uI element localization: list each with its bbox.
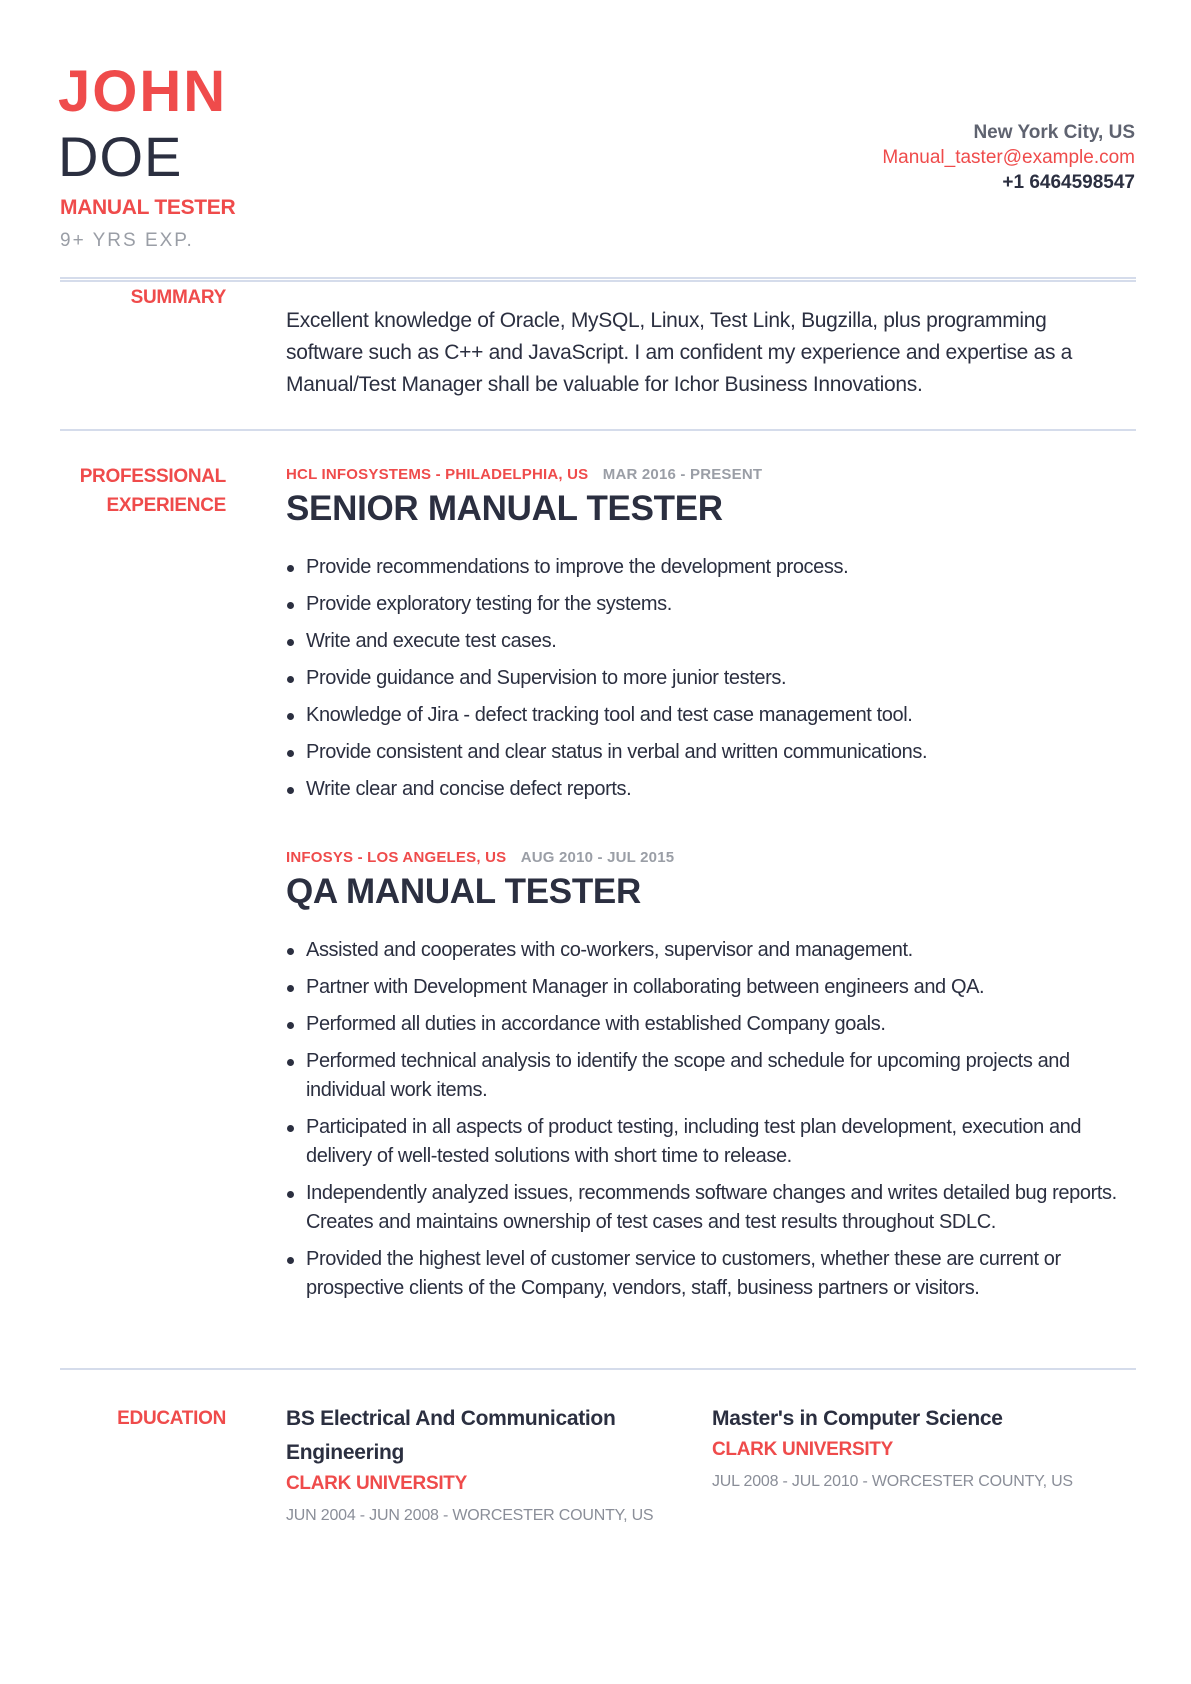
contact-email-link[interactable]: Manual_taster@example.com [882,147,1135,168]
bullet-icon [287,948,294,955]
list-item [286,1245,1136,1303]
bullet-text: Write clear and concise defect reports. [306,778,632,800]
bullet-icon [287,1191,294,1198]
bullet-icon [287,1257,294,1264]
bullet-icon [287,985,294,992]
job-company: INFOSYS - LOS ANGELES, US [286,849,507,866]
bullet-icon [287,1059,294,1066]
bullet-text: Write and execute test cases. [306,630,557,652]
education-degree: BS Electrical And Communication Engineering [286,1407,616,1464]
list-item [286,590,1136,619]
education-school: CLARK UNIVERSITY [712,1439,893,1460]
bullet-text: Knowledge of Jira - defect tracking tool and test case management tool. [306,704,913,726]
list-item [286,738,1136,767]
list-item [286,553,1136,582]
years-experience: 9+ YRS EXP. [60,230,194,251]
section-label-summary: SUMMARY [130,287,226,308]
education-entry [712,1402,1092,1496]
list-item [286,664,1136,693]
bullet-icon [287,602,294,609]
job-title: SENIOR MANUAL TESTER [286,489,723,528]
list-item [286,775,1136,804]
bullet-text: Provide guidance and Supervision to more junior testers. [306,667,787,689]
job-entry [286,848,1136,1311]
list-item [286,1113,1136,1171]
bullet-text: Performed technical analysis to identify the scope and schedule for upcoming projects and individual work items. [306,1050,1070,1101]
bullet-text: Provide consistent and clear status in verbal and written communications. [306,741,928,763]
education-meta: JUN 2004 - JUN 2008 - WORCESTER COUNTY, US [286,1507,654,1524]
contact-phone: +1 6464598547 [1002,172,1135,193]
job-dates: AUG 2010 - JUL 2015 [520,849,675,866]
headline-title: MANUAL TESTER [60,196,236,219]
section-label-experience-line2: EXPERIENCE [106,495,226,516]
list-item [286,1010,1136,1039]
section-divider [60,1368,1136,1370]
job-entry [286,465,1136,812]
education-degree: Master's in Computer Science [712,1407,1003,1430]
bullet-text: Provide exploratory testing for the systems. [306,593,672,615]
contact-block [882,120,1135,195]
bullet-text: Assisted and cooperates with co-workers, supervisor and management. [306,939,913,961]
job-dates: MAR 2016 - PRESENT [602,466,763,483]
bullet-text: Partner with Development Manager in collaborating between engineers and QA. [306,976,985,998]
bullet-icon [287,676,294,683]
bullet-icon [287,639,294,646]
job-bullet-list [286,553,1136,804]
section-label-education: EDUCATION [117,1408,226,1429]
list-item [286,973,1136,1002]
job-company: HCL INFOSYSTEMS - PHILADELPHIA, US [286,466,589,483]
list-item [286,936,1136,965]
job-bullet-list [286,936,1136,1303]
bullet-text: Provided the highest level of customer service to customers, whether these are current or prospective clients of the Company, vendors, staff, business partners or visitors. [306,1248,1061,1299]
education-entry [286,1402,666,1530]
bullet-text: Independently analyzed issues, recommends software changes and writes detailed bug reports. Creates and maintains ownership of test cases and test results throughout SDLC. [306,1182,1117,1233]
contact-location: New York City, US [973,122,1135,143]
bullet-text: Performed all duties in accordance with established Company goals. [306,1013,886,1035]
bullet-icon [287,1022,294,1029]
bullet-text: Participated in all aspects of product testing, including test plan development, execution and delivery of well-tested solutions with short time to release. [306,1116,1082,1167]
list-item [286,627,1136,656]
education-school: CLARK UNIVERSITY [286,1473,467,1494]
header-divider [60,277,1136,282]
job-title: QA MANUAL TESTER [286,872,641,911]
section-divider [60,429,1136,431]
summary-text: Excellent knowledge of Oracle, MySQL, Linux, Test Link, Bugzilla, plus programming software such as C++ and JavaScript. I am confident my experience and expertise as a Manual/Test Manager shall be valuable for Ichor Business Innovations. [286,309,1073,396]
education-meta: JUL 2008 - JUL 2010 - WORCESTER COUNTY, US [712,1473,1073,1490]
first-name: JOHN [58,59,228,124]
list-item [286,701,1136,730]
bullet-text: Provide recommendations to improve the development process. [306,556,849,578]
section-label-experience [80,462,226,520]
section-label-experience-line1: PROFESSIONAL [79,466,226,487]
bullet-icon [287,1125,294,1132]
bullet-icon [287,750,294,757]
bullet-icon [287,787,294,794]
last-name: DOE [58,125,183,188]
list-item [286,1047,1136,1105]
bullet-icon [287,565,294,572]
bullet-icon [287,713,294,720]
list-item [286,1179,1136,1237]
job-meta [286,848,1136,868]
job-meta [286,465,1136,485]
